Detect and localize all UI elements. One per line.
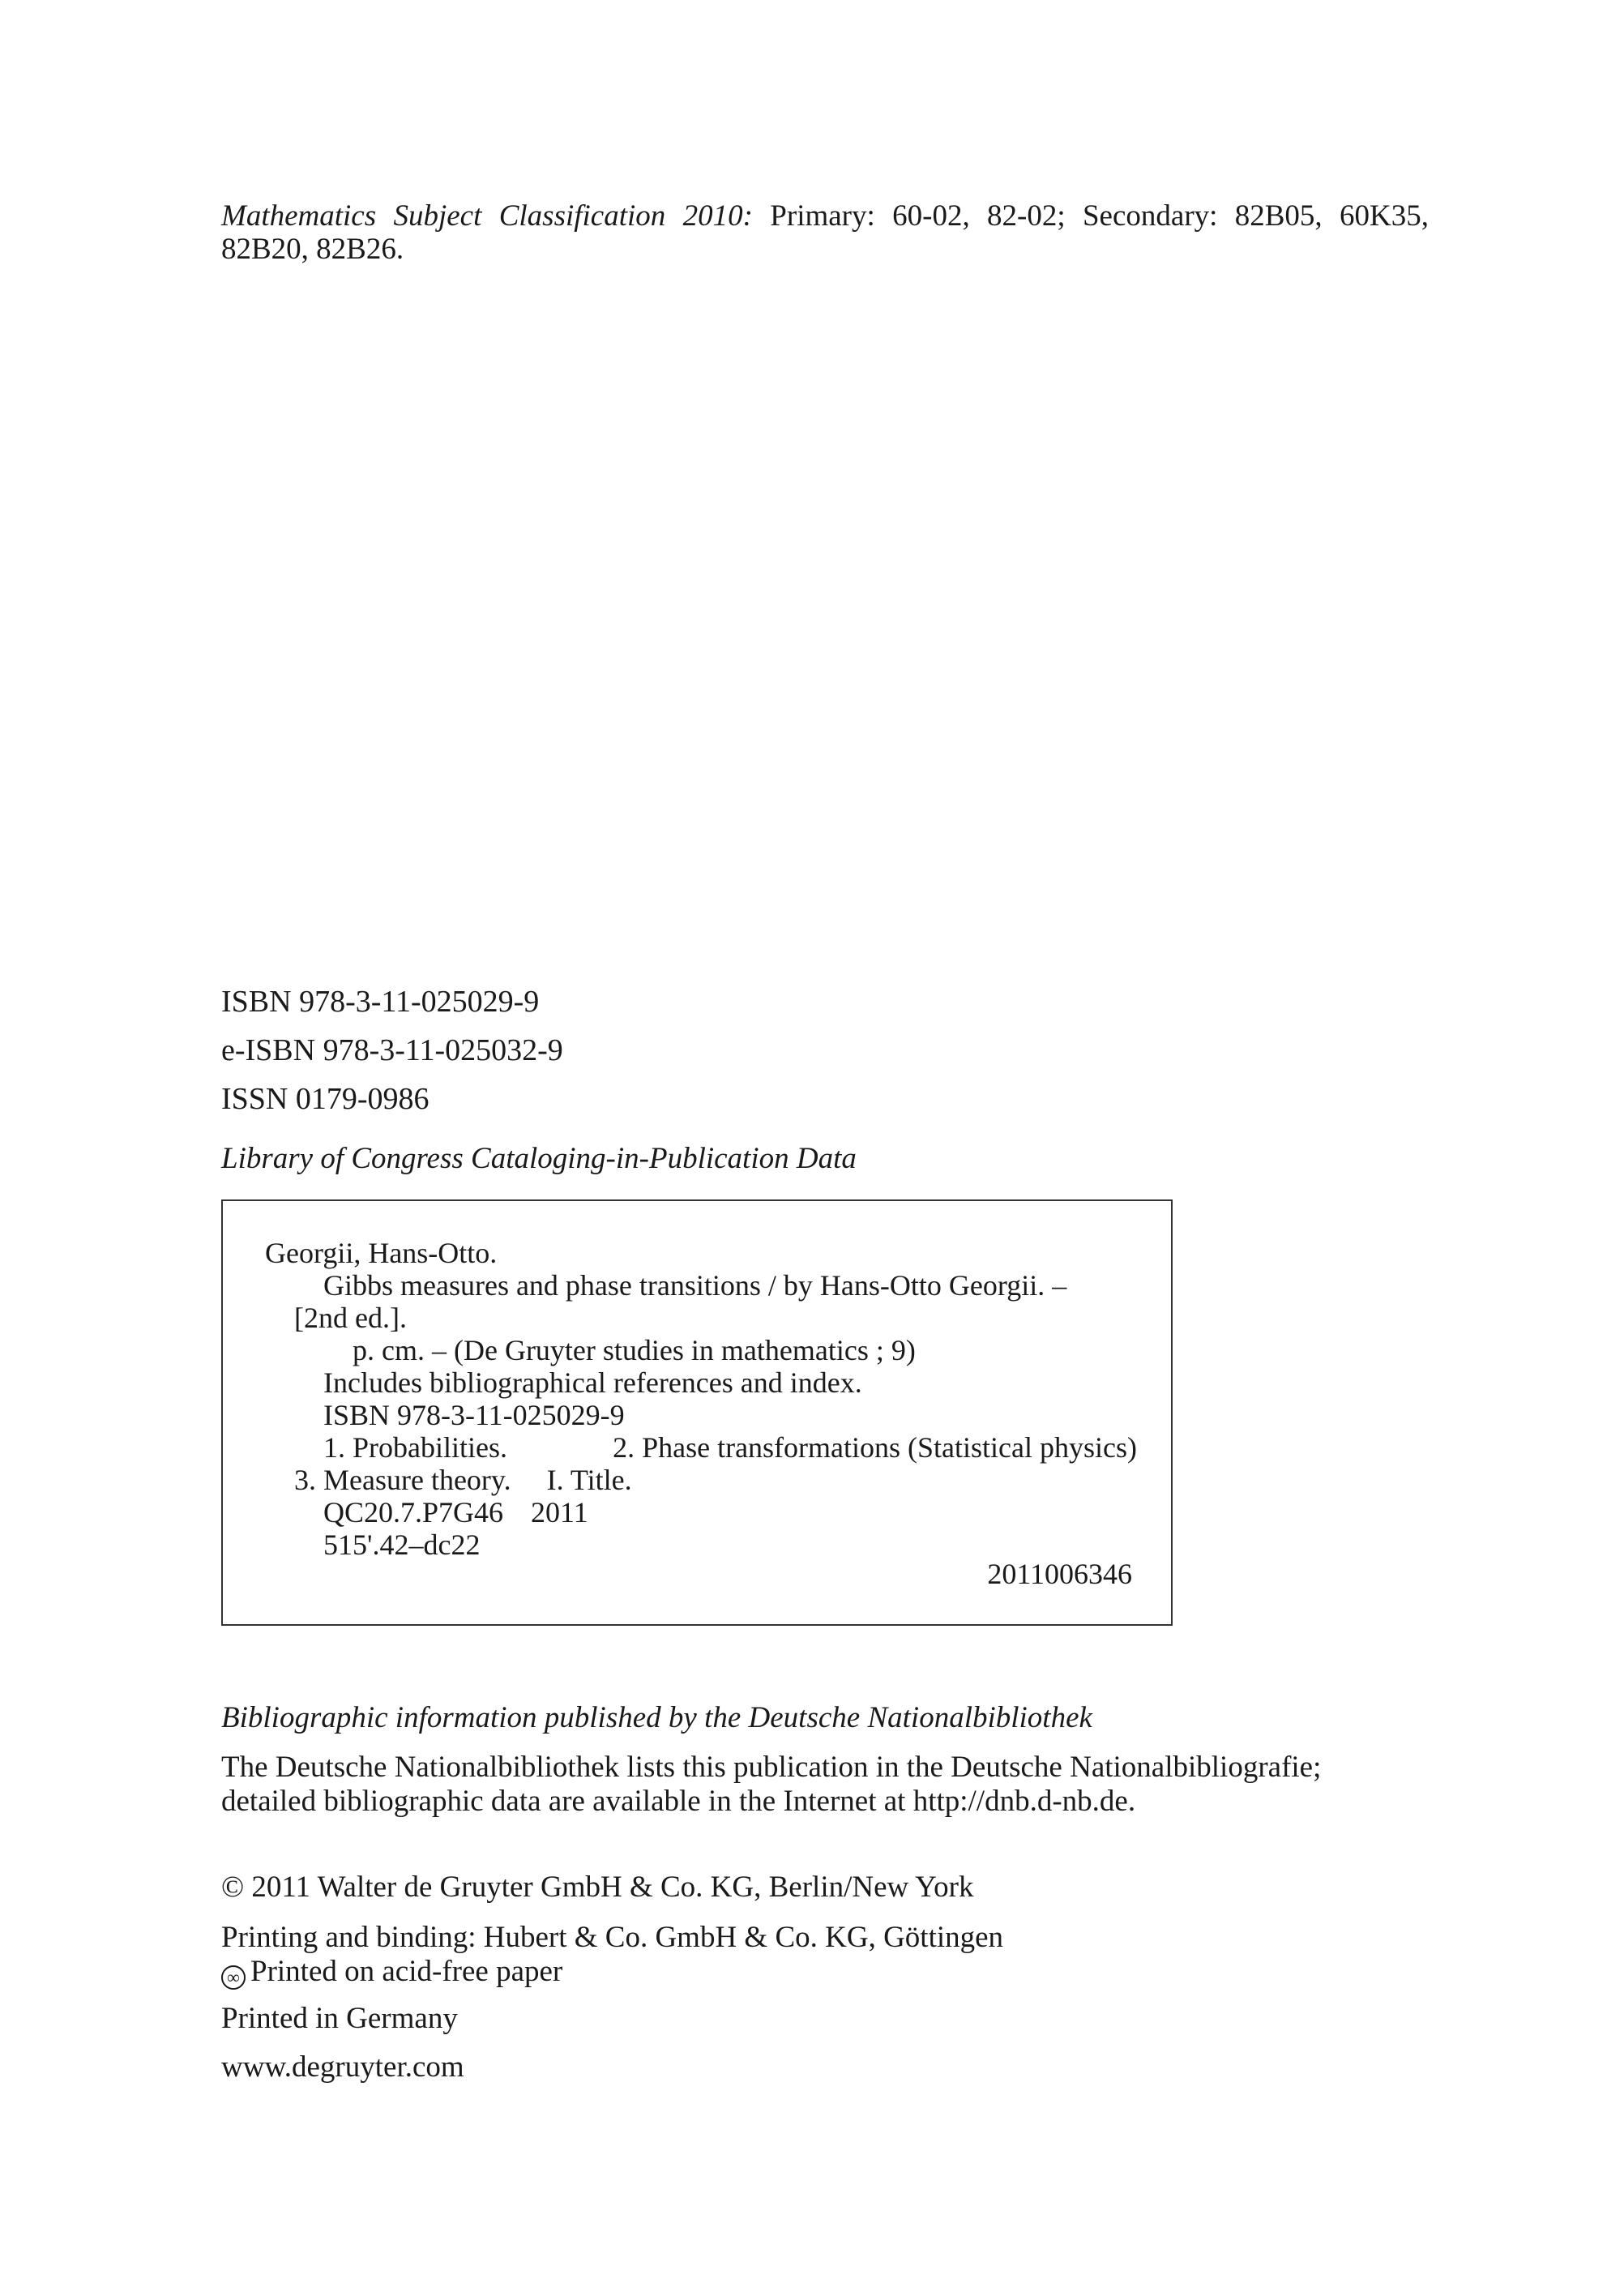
- acid-free-text: Printed on acid-free paper: [250, 1955, 563, 1988]
- subject-classification: [221, 199, 1429, 266]
- cip-control-number: 2011006346: [987, 1558, 1132, 1590]
- cip-subject-4: I. Title.: [546, 1464, 632, 1496]
- cip-subject-3: 3. Measure theory.: [294, 1464, 511, 1496]
- copyright-notice: © 2011 Walter de Gruyter GmbH & Co. KG, Berlin/New York: [221, 1871, 974, 1904]
- e-isbn: e-ISBN 978-3-11-025032-9: [221, 1033, 563, 1067]
- cip-includes: Includes bibliographical references and index.: [323, 1366, 862, 1399]
- cip-edition: [2nd ed.].: [294, 1302, 407, 1334]
- subject-classification-lead: Mathematics Subject Classification 2010:: [221, 199, 753, 233]
- cip-heading: Library of Congress Cataloging-in-Publication Data: [221, 1142, 857, 1175]
- subject-classification-codes: Primary: 60-02, 82-02; Secondary: 82B05, 60K35, 82B20, 82B26.: [221, 199, 1429, 266]
- acid-free-paper-icon: ∞: [221, 1965, 246, 1990]
- cip-record-box: [221, 1199, 1173, 1626]
- cip-subjects-row-1: [323, 1431, 1137, 1464]
- cip-dewey: 515'.42–dc22: [323, 1529, 481, 1561]
- printed-in-country: Printed in Germany: [221, 2002, 458, 2035]
- cip-lc-call-row: [323, 1496, 588, 1529]
- dnb-notice: [221, 1751, 1321, 1819]
- isbn: ISBN 978-3-11-025029-9: [221, 985, 540, 1019]
- dnb-notice-line-2: detailed bibliographic data are available in the Internet at http://dnb.d-nb.de.: [221, 1785, 1136, 1818]
- dnb-notice-line-1: The Deutsche Nationalbibliothek lists this publication in the Deutsche Nationalbibliografie;: [221, 1751, 1322, 1784]
- printing-binding: Printing and binding: Hubert & Co. GmbH & Co. KG, Göttingen: [221, 1921, 1004, 1954]
- cip-title-line: Gibbs measures and phase transitions / by Hans-Otto Georgii. –: [323, 1269, 1067, 1302]
- cip-subjects-row-2: [294, 1464, 632, 1496]
- identifiers-block: [221, 977, 563, 1123]
- issn: ISSN 0179-0986: [221, 1082, 430, 1116]
- publisher-website: www.degruyter.com: [221, 2050, 464, 2084]
- cip-subject-2: 2. Phase transformations (Statistical physics): [613, 1431, 1137, 1464]
- cip-author: Georgii, Hans-Otto.: [265, 1237, 498, 1269]
- cip-series: p. cm. – (De Gruyter studies in mathematics ; 9): [353, 1334, 916, 1366]
- dnb-heading: Bibliographic information published by the Deutsche Nationalbibliothek: [221, 1701, 1092, 1734]
- cip-subject-1: 1. Probabilities.: [323, 1431, 507, 1464]
- cip-lc-year: 2011: [531, 1496, 588, 1529]
- cip-lc-call: QC20.7.P7G46: [323, 1496, 504, 1529]
- acid-free-line: [221, 1955, 562, 1990]
- cip-isbn: ISBN 978-3-11-025029-9: [323, 1399, 625, 1431]
